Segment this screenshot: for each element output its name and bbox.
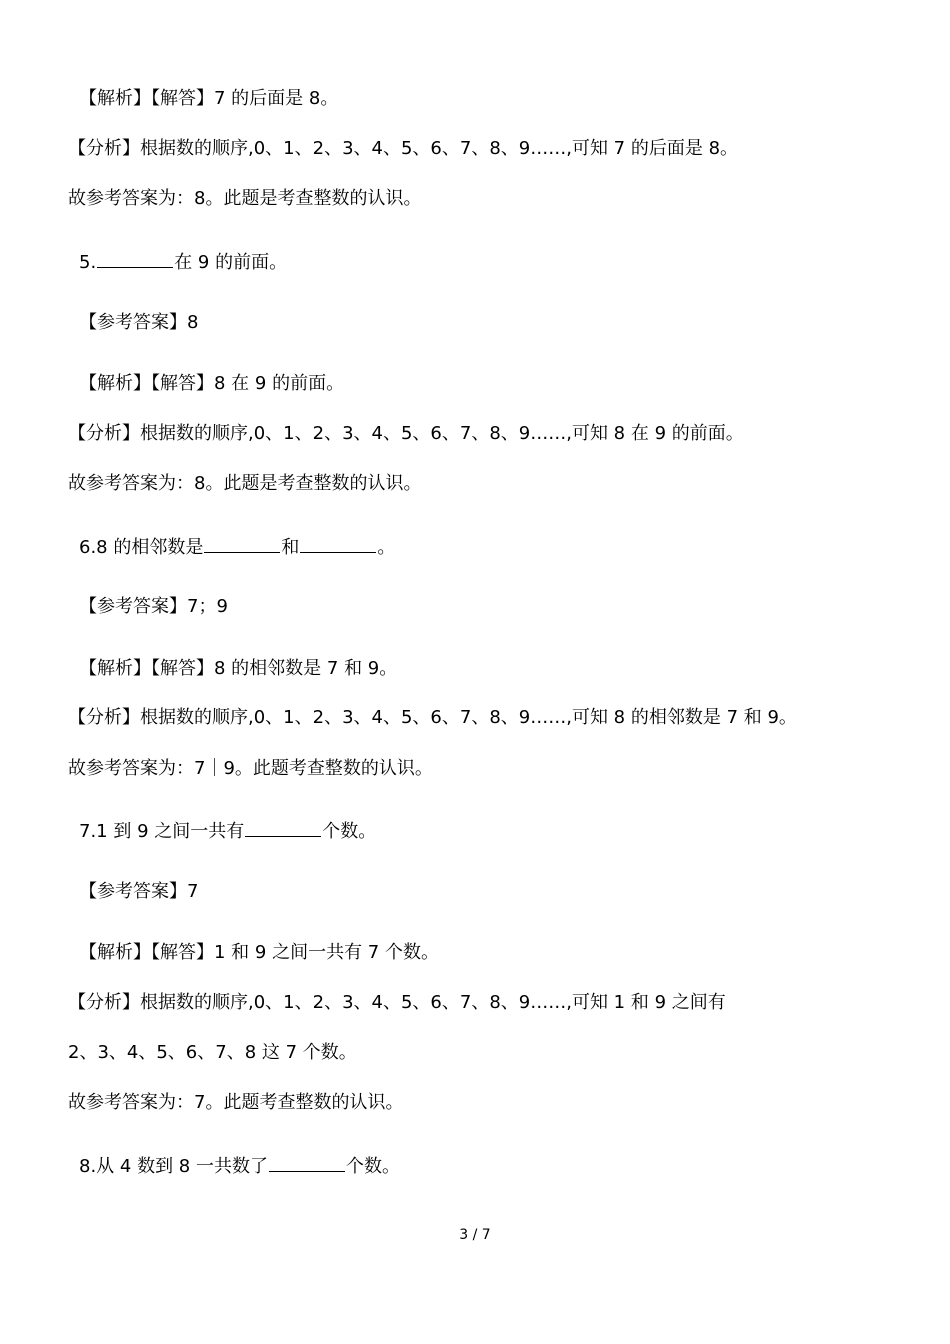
q5-explanation: 【解析】【解答】8 在 9 的前面。 <box>79 373 345 394</box>
q5-analysis: 【分析】根据数的顺序,0、1、2、3、4、5、6、7、8、9……,可知 8 在 9 的前面。 <box>68 423 744 444</box>
q8-blank[interactable] <box>269 1153 345 1172</box>
question-6 <box>79 534 395 558</box>
q5-prefix: 5. <box>79 252 97 273</box>
q6-prefix: 6.8 的相邻数是 <box>79 537 204 558</box>
q5-conclusion: 故参考答案为：8。此题是考查整数的认识。 <box>68 473 422 494</box>
q7-analysis-cont: 2、3、4、5、6、7、8 这 7 个数。 <box>68 1042 357 1063</box>
q7-suffix: 个数。 <box>322 821 377 842</box>
q6-answer: 【参考答案】7；9 <box>79 596 228 617</box>
q4-explanation: 【解析】【解答】7 的后面是 8。 <box>79 88 339 109</box>
q6-blank-1[interactable] <box>204 534 280 553</box>
q6-mid: 和 <box>281 537 300 558</box>
q7-explanation: 【解析】【解答】1 和 9 之间一共有 7 个数。 <box>79 942 439 963</box>
q4-analysis: 【分析】根据数的顺序,0、1、2、3、4、5、6、7、8、9……,可知 7 的后面是 8。 <box>68 138 739 159</box>
q6-conclusion: 故参考答案为：7｜9。此题考查整数的认识。 <box>68 758 433 779</box>
q6-explanation: 【解析】【解答】8 的相邻数是 7 和 9。 <box>79 658 398 679</box>
q6-blank-2[interactable] <box>300 534 376 553</box>
question-7 <box>79 818 376 842</box>
q8-prefix: 8.从 4 数到 8 一共数了 <box>79 1156 268 1177</box>
q7-prefix: 7.1 到 9 之间一共有 <box>79 821 245 842</box>
q5-suffix: 在 9 的前面。 <box>174 252 288 273</box>
page-number: 3 / 7 <box>459 1227 491 1243</box>
q8-suffix: 个数。 <box>345 1156 400 1177</box>
q6-suffix: 。 <box>377 537 396 558</box>
q5-blank[interactable] <box>97 249 173 268</box>
q7-analysis: 【分析】根据数的顺序,0、1、2、3、4、5、6、7、8、9……,可知 1 和 9 之间有 <box>68 992 726 1013</box>
question-8 <box>79 1153 400 1177</box>
q7-answer: 【参考答案】7 <box>79 881 199 902</box>
q7-conclusion: 故参考答案为：7。此题考查整数的认识。 <box>68 1092 404 1113</box>
q7-blank[interactable] <box>245 818 321 837</box>
q4-conclusion: 故参考答案为：8。此题是考查整数的认识。 <box>68 188 422 209</box>
q6-analysis: 【分析】根据数的顺序,0、1、2、3、4、5、6、7、8、9……,可知 8 的相邻数是 7 和 9。 <box>68 707 797 728</box>
q5-answer: 【参考答案】8 <box>79 312 199 333</box>
question-5 <box>79 249 287 273</box>
